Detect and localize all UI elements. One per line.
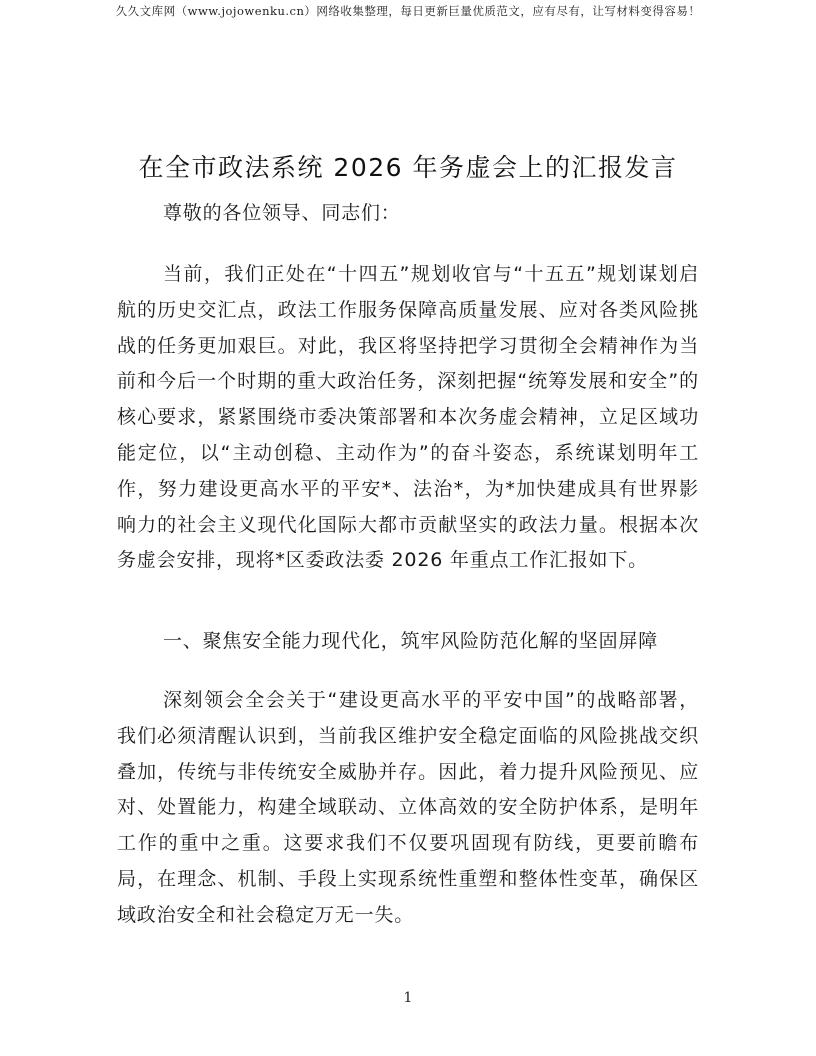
paragraph-intro: 当前，我们正处在“十四五”规划收官与“十五五”规划谋划启航的历史交汇点，政法工作服务保障高质量发展、应对各类风险挑战的任务更加艰巨。对此，我区将坚持把学习贯彻全会精神作为当前和今后一个时期的重大政治任务，深刻把握“统筹发展和安全”的核心要求，紧紧围绕市委决策部署和本次务虚会精神，立足区域功能定位，以“主动创稳、主动作为”的奋斗姿态，系统谋划明年工作，努力建设更高水平的平安*、法治*，为*加快建成具有世界影响力的社会主义现代化国际大都市贡献坚实的政法力量。根据本次务虚会安排，现将*区委政法委 2026 年重点工作汇报如下。 (117, 263, 699, 572)
greeting-line: 尊敬的各位领导、同志们： (163, 202, 401, 224)
page-number: 1 (403, 990, 413, 1006)
document-title: 在全市政法系统 2026 年务虚会上的汇报发言 (138, 153, 678, 182)
site-header-note: 久久文库网（www.jojowenku.cn）网络收集整理，每日更新巨量优质范文，应有尽有，让写材料变得容易！ (115, 4, 701, 18)
section-heading-1: 一、聚焦安全能力现代化，筑牢风险防范化解的坚固屏障 (163, 630, 659, 652)
paragraph-section-1: 深刻领会全会关于“建设更高水平的平安中国”的战略部署，我们必须清醒认识到，当前我区维护安全稳定面临的风险挑战交织叠加，传统与非传统安全威胁并存。因此，着力提升风险预见、应对、处置能力，构建全域联动、立体高效的安全防护体系，是明年工作的重中之重。这要求我们不仅要巩固现有防线，更要前瞻布局，在理念、机制、手段上实现系统性重塑和整体性变革，确保区域政治安全和社会稳定万无一失。 (117, 689, 699, 926)
